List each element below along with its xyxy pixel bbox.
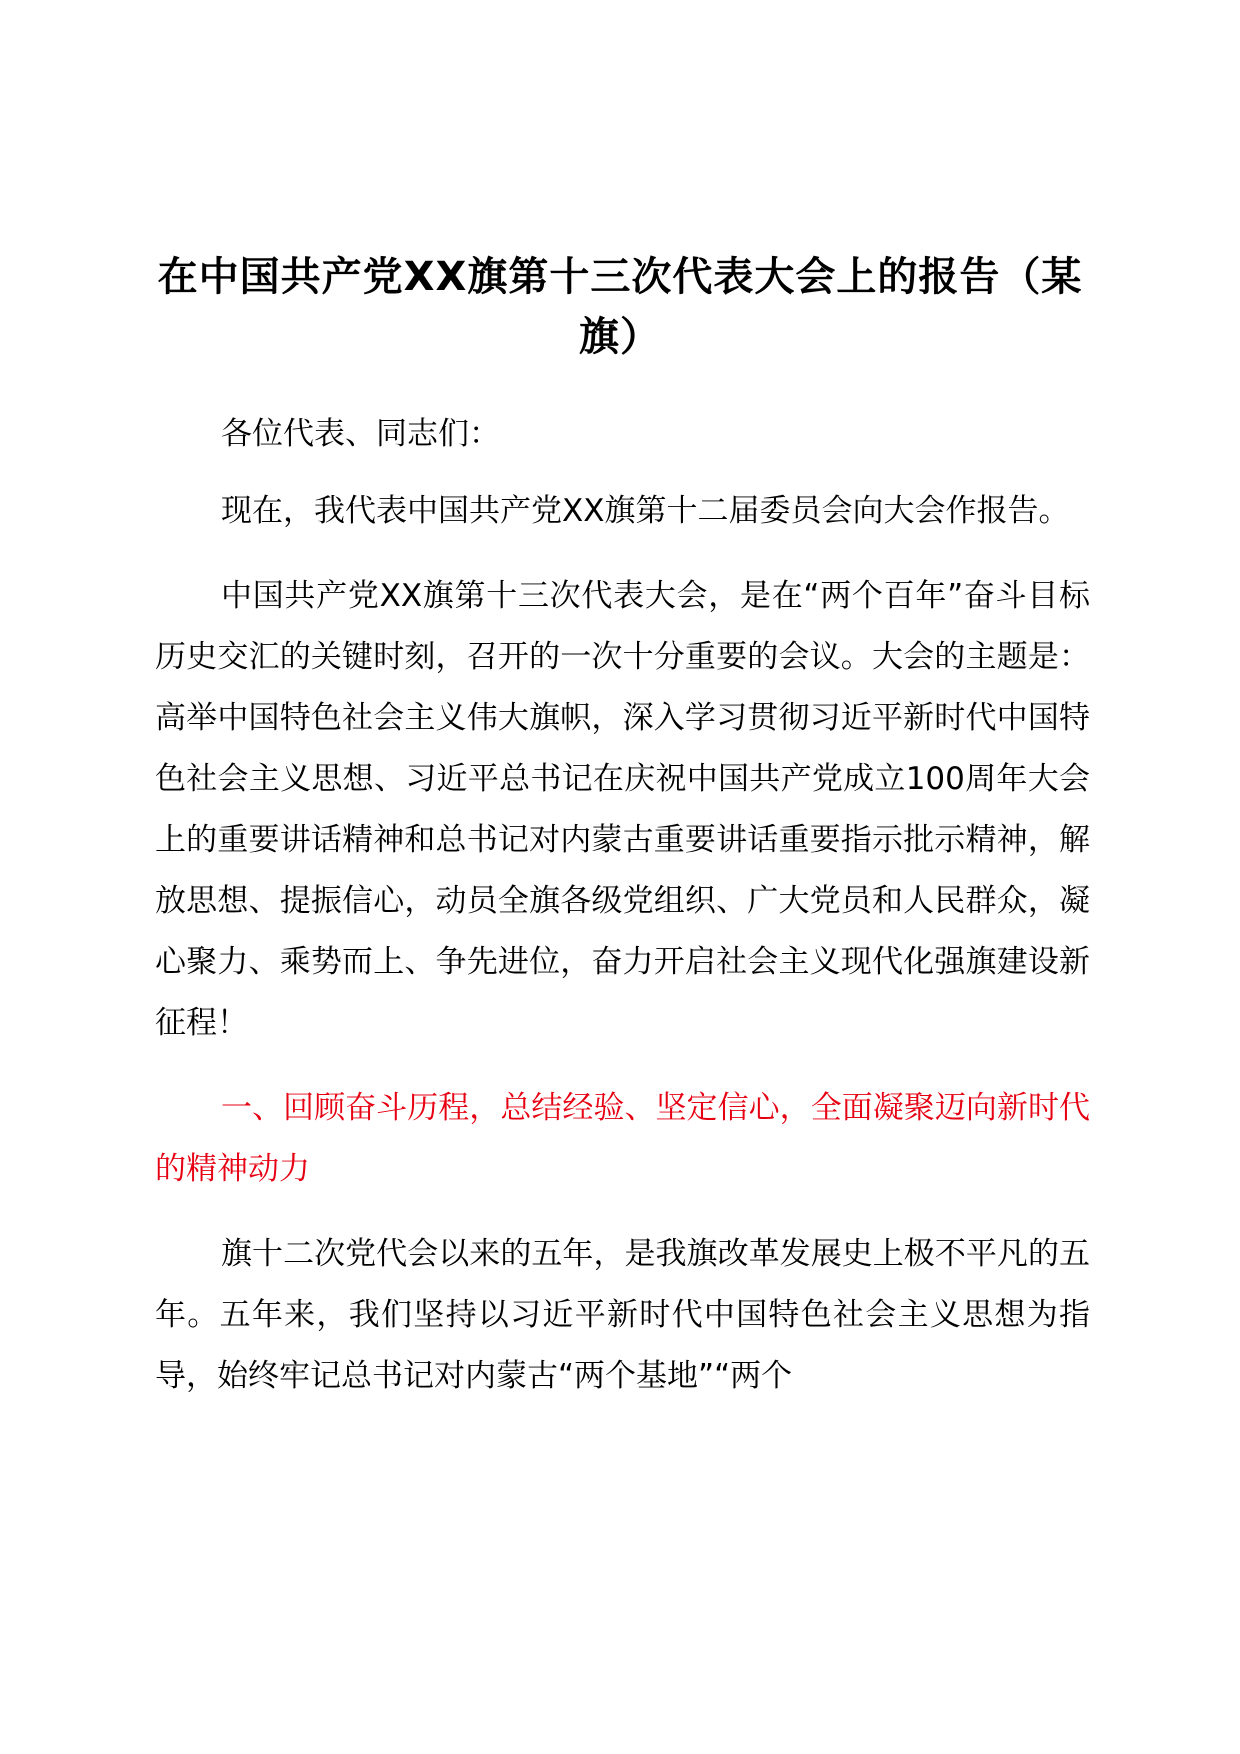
document-title: 在中国共产党XX旗第十三次代表大会上的报告（某旗） bbox=[157, 254, 1083, 360]
salutation: 各位代表、同志们： bbox=[221, 416, 500, 452]
paragraph-theme: 中国共产党XX旗第十三次代表大会，是在“两个百年”奋斗目标历史交汇的关键时刻，召开的一次十分重要的会议。大会的主题是：高举中国特色社会主义伟大旗帜，深入学习贯彻习近平新时代中国特色社会主义思想、习近平总书记在庆祝中国共产党成立100周年大会上的重要讲话精神和总书记对内蒙古重要讲话重要指示批示精神，解放思想、提振信心，动员全旗各级党组织、广大党员和人民群众，凝心聚力、乘势而上、争先进位，奋力开启社会主义现代化强旗建设新征程！ bbox=[155, 578, 1090, 1041]
section-heading: 一、回顾奋斗历程，总结经验、坚定信心，全面凝聚迈向新时代的精神动力 bbox=[155, 1090, 1090, 1187]
section-paragraph: 旗十二次党代会以来的五年，是我旗改革发展史上极不平凡的五年。五年来，我们坚持以习近平新时代中国特色社会主义思想为指导，始终牢记总书记对内蒙古“两个基地”“两个 bbox=[155, 1236, 1090, 1394]
paragraph-intro: 现在，我代表中国共产党XX旗第十二届委员会向大会作报告。 bbox=[221, 493, 1070, 529]
document-body bbox=[155, 404, 1090, 1431]
